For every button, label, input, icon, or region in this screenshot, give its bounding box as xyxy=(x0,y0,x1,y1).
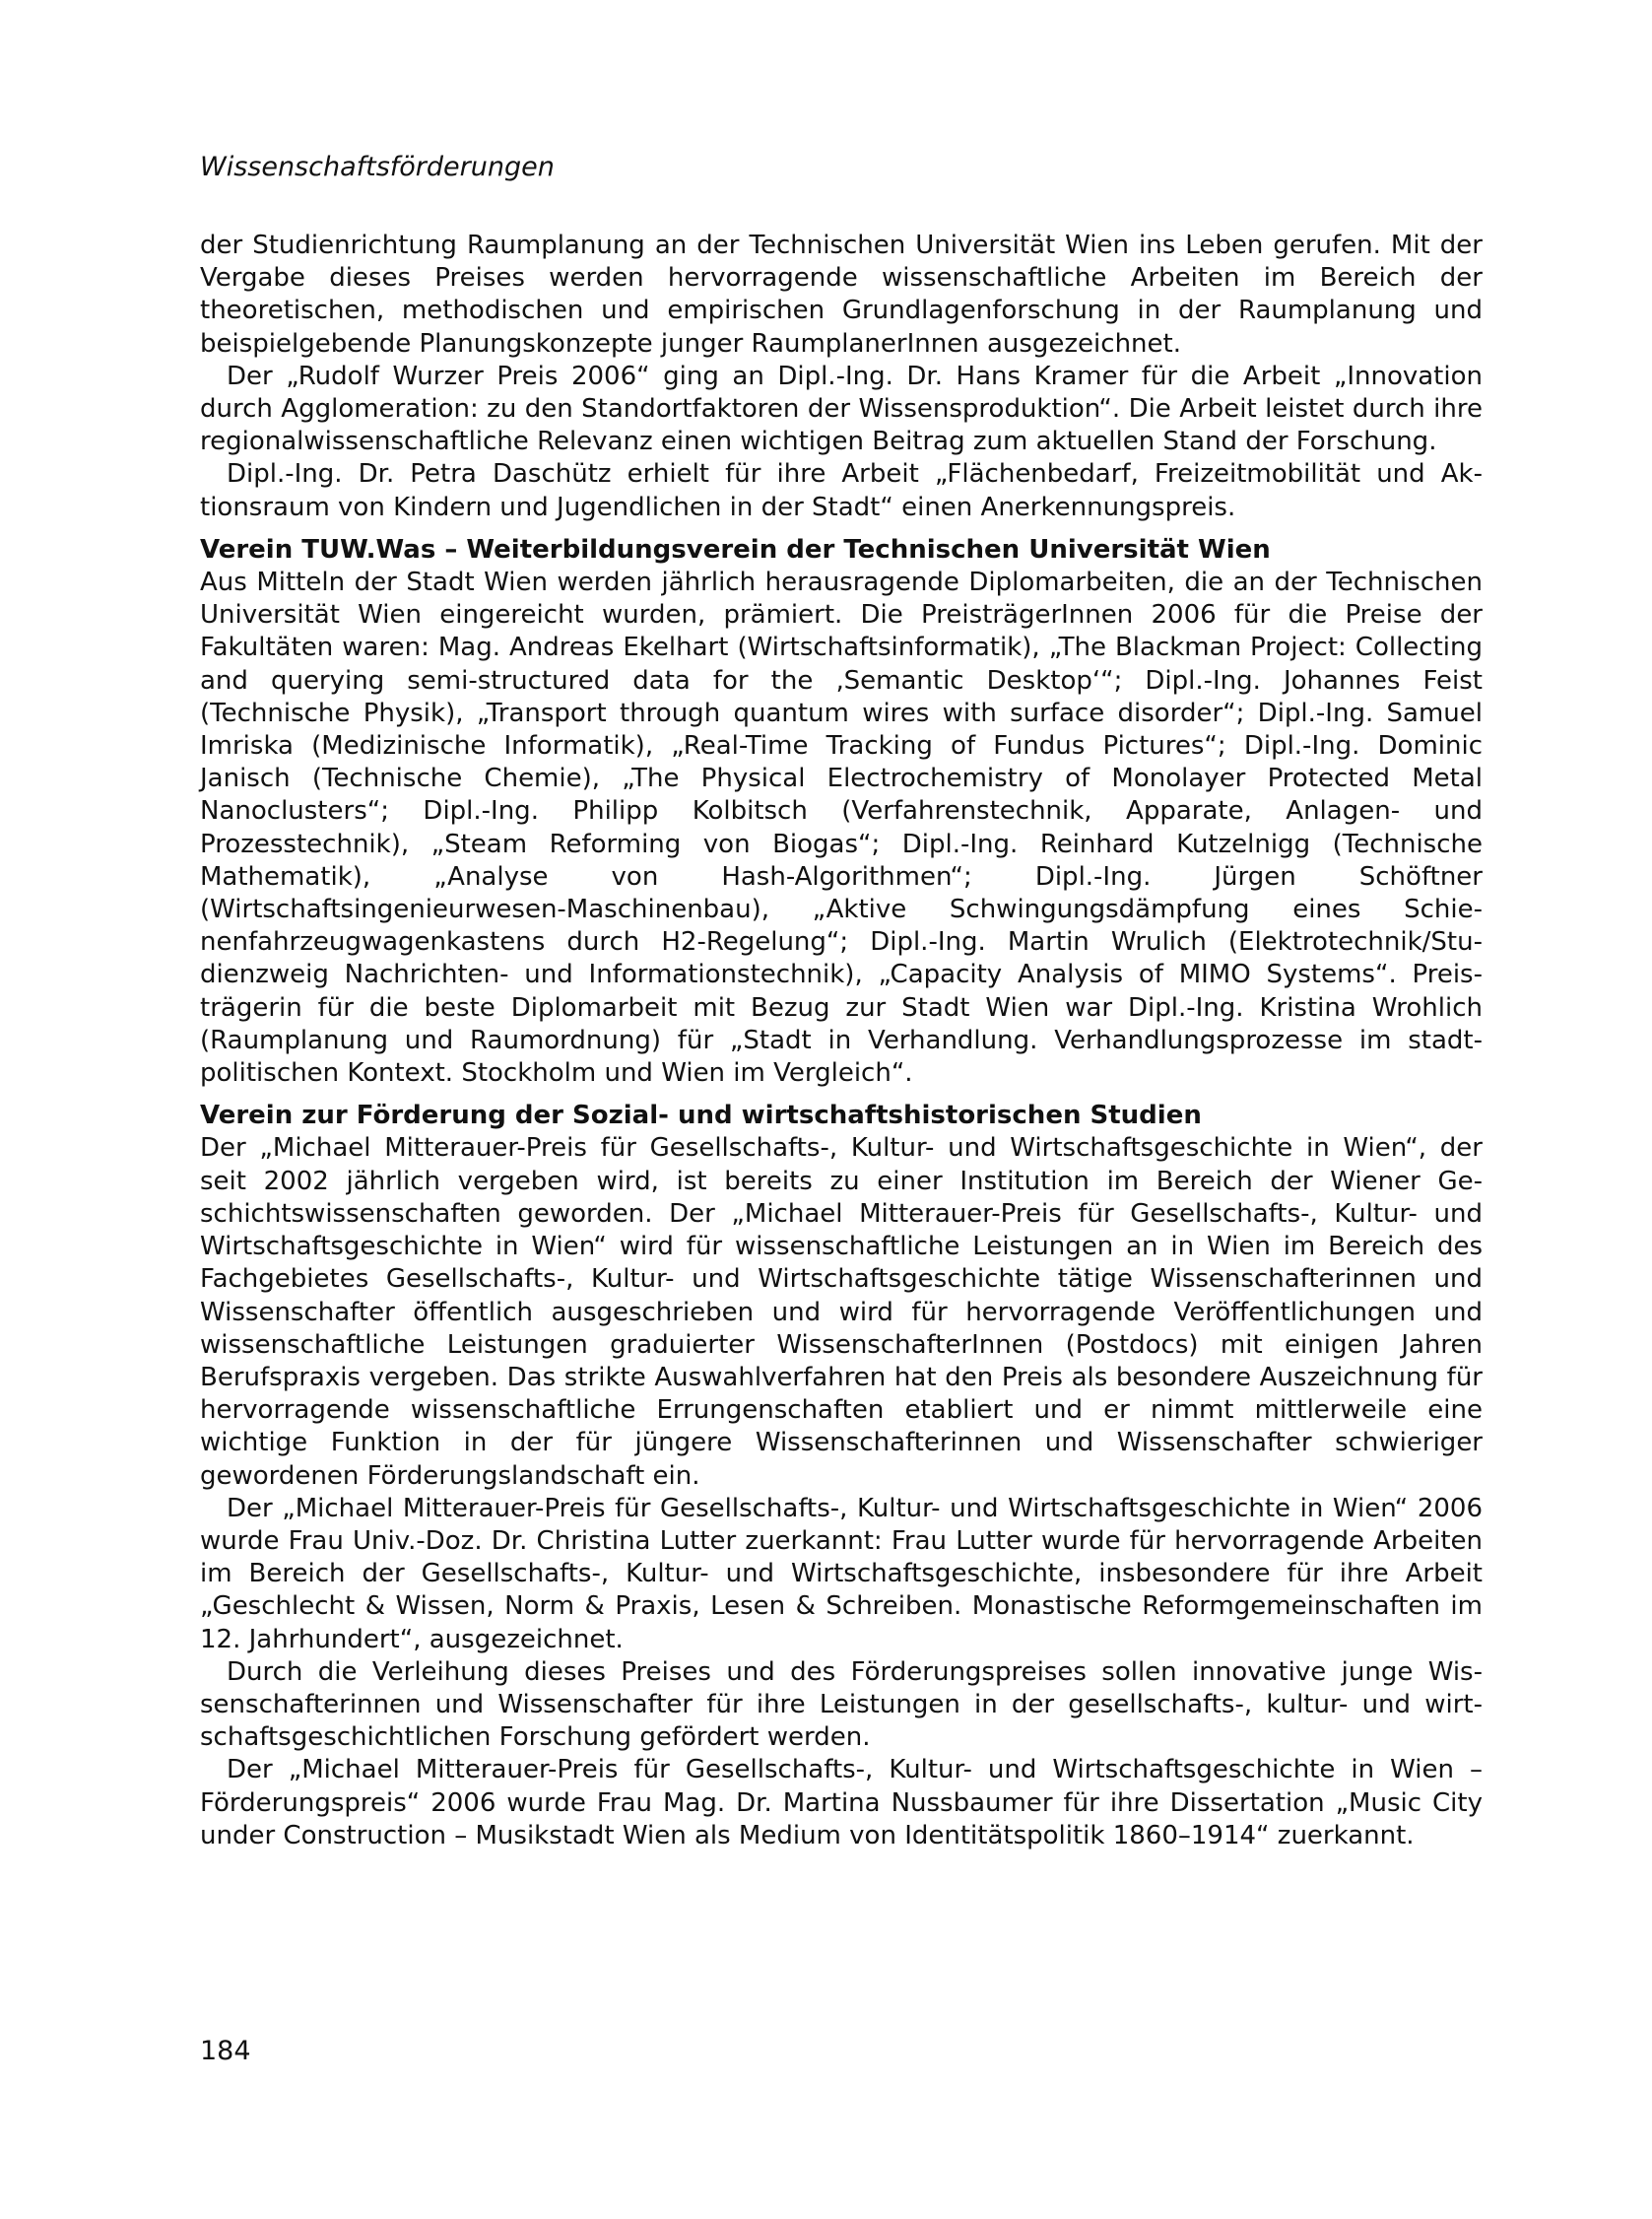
section-tuw-was xyxy=(200,534,1483,1090)
section-heading-sozial-wirtschaft: Verein zur Förderung der Sozial- und wirtschaftshistorischen Studien xyxy=(200,1101,1202,1131)
sozial-paragraph-1: Der „Michael Mitterauer-Preis für Gesellschafts-, Kultur- und Wirtschaftsgeschichte in Wien“, der seit 2002 jährlich vergeben wird, ist bereits zu einer Institution im Bereich der Wiener Geschichtswissenschaften geworden. Der „Michael Mitterauer-Preis für Gesellschafts-, Kultur- und Wirtschaftsgeschichte in Wien“ wird für wissenschaftliche Leistungen an in Wien im Bereich des Fachgebietes Gesellschafts-, Kultur- und Wirtschaftsgeschichte tätige Wissenschafterinnen und Wissenschafter öffentlich ausgeschrieben und wird für hervorragende Veröffentlichungen und wissenschaftliche Leistungen graduierter WissenschafterInnen (Postdocs) mit einigen Jahren Berufspraxis vergeben. Das strikte Auswahlverfahren hat den Preis als besondere Auszeichnung für hervorragende wissenschaftliche Errungenschaften etabliert und er nimmt mittlerweile eine wichtige Funktion in der für jüngere Wissenschafterinnen und Wissenschafter schwieriger gewordenen Förderungslandschaft ein. xyxy=(200,1133,1483,1491)
intro-paragraph-2: Der „Rudolf Wurzer Preis 2006“ ging an Dipl.-Ing. Dr. Hans Kramer für die Arbeit „Innovation durch Agglomeration: zu den Standortfaktoren der Wissensproduktion“. Die Arbeit leistet durch ihre regionalwissenschaftliche Relevanz einen wichtigen Beitrag zum aktuellen Stand der Forschung. xyxy=(200,361,1483,457)
body-text xyxy=(200,230,1483,1852)
sozial-paragraph-4: Der „Michael Mitterauer-Preis für Gesellschafts-, Kultur- und Wirtschaftsgeschichte in Wien – Förderungspreis“ 2006 wurde Frau Mag. Dr. Martina Nussbaumer für ihre Dissertation „Music City under Construction – Musikstadt Wien als Medium von Identitätspolitik 1860–1914“ zuerkannt. xyxy=(200,1755,1483,1850)
intro-block xyxy=(200,230,1483,524)
intro-paragraph-1: der Studienrichtung Raumplanung an der Technischen Universität Wien ins Leben gerufen. Mit der Vergabe dieses Preises werden hervorragende wissenschaftliche Arbeiten im Bereich der theoretischen, methodischen und empirischen Grundlagenforschung in der Raumplanung und beispielgebende Planungskonzepte junger RaumplanerInnen ausgezeichnet. xyxy=(200,231,1483,359)
section-heading-tuw-was: Verein TUW.Was – Weiterbildungsverein der Technischen Universität Wien xyxy=(200,534,1271,565)
section-sozial-wirtschaft xyxy=(200,1100,1483,1852)
intro-paragraph-3: Dipl.-Ing. Dr. Petra Daschütz erhielt für ihre Arbeit „Flächenbedarf, Freizeitmobilität und Aktionsraum von Kindern und Jugendlichen in der Stadt“ einen Anerkennungspreis. xyxy=(200,459,1483,522)
running-header: Wissenschaftsförderungen xyxy=(200,152,555,182)
sozial-paragraph-2: Der „Michael Mitterauer-Preis für Gesellschafts-, Kultur- und Wirtschaftsgeschichte in Wien“ 2006 wurde Frau Univ.-Doz. Dr. Christina Lutter zuerkannt: Frau Lutter wurde für hervorragende Arbeiten im Bereich der Gesellschafts-, Kultur- und Wirtschaftsgeschichte, insbesondere für ihre Arbeit „Geschlecht & Wissen, Norm & Praxis, Lesen & Schreiben. Monastische Reformgemeinschaften im 12. Jahrhundert“, ausgezeichnet. xyxy=(200,1493,1483,1654)
document-page xyxy=(200,0,1483,2219)
page-number: 184 xyxy=(200,2036,251,2066)
sozial-paragraph-3: Durch die Verleihung dieses Preises und des Förderungspreises sollen innovative junge Wissenschafterinnen und Wissenschafter für ihre Leistungen in der gesellschafts-, kultur- und wirtschaftsgeschichtlichen Forschung gefördert werden. xyxy=(200,1656,1483,1753)
tuw-paragraph-1: Aus Mitteln der Stadt Wien werden jährlich herausragende Diplomarbeiten, die an der Technischen Universität Wien eingereicht wurden, prämiert. Die PreisträgerInnen 2006 für die Preise der Fakultäten waren: Mag. Andreas Ekelhart (Wirtschaftsinformatik), „The Blackman Project: Collecting and querying semi-structured data for the ‚Semantic Desktop‘“; Dipl.-Ing. Johannes Feist (Technische Physik), „Transport through quantum wires with surface disorder“; Dipl.-Ing. Samuel Imriska (Medizinische Informatik), „Real-Time Tracking of Fundus Pictures“; Dipl.-Ing. Dominic Janisch (Technische Chemie), „The Physical Electrochemistry of Monolayer Protected Metal Nanoclusters“; Dipl.-Ing. Philipp Kolbitsch (Verfahrenstechnik, Apparate, Anlagen- und Prozesstechnik), „Steam Reforming von Biogas“; Dipl.-Ing. Reinhard Kutzelnigg (Technische Mathematik), „Analyse von Hash-Algorithmen“; Dipl.-Ing. Jürgen Schöftner (Wirtschaftsingenieurwesen-Maschinenbau), „Aktive Schwingungsdämpfung eines Schienenfahrzeugwagenkastens durch H2-Regelung“; Dipl.-Ing. Martin Wrulich (Elektrotechnik/Studienzweig Nachrichten- und Informationstechnik), „Capacity Analysis of MIMO Systems“. Preisträgerin für die beste Diplomarbeit mit Bezug zur Stadt Wien war Dipl.-Ing. Kristina Wrohlich (Raumplanung und Raumordnung) für „Stadt in Verhandlung. Verhandlungsprozesse im stadtpolitischen Kontext. Stockholm und Wien im Vergleich“. xyxy=(200,568,1483,1089)
